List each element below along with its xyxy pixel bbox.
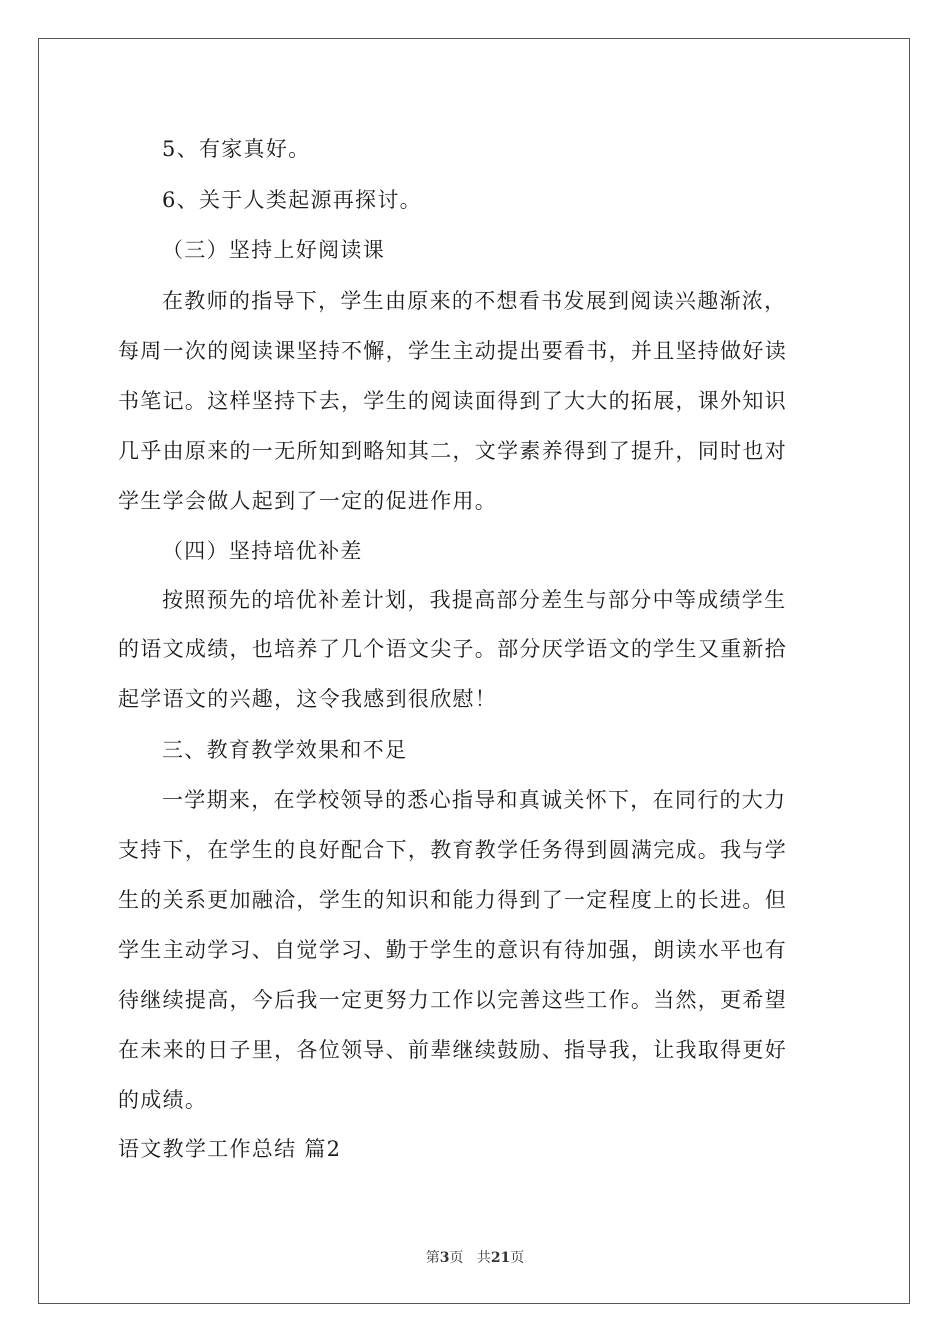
paragraph-line: 在教师的指导下，学生由原来的不想看书发展到阅读兴趣渐浓， (162, 289, 787, 313)
list-item-5: 5、有家真好。 (162, 137, 311, 161)
paragraph-line: 学生学会做人起到了一定的促进作用。 (118, 489, 498, 513)
footer-total-prefix: 共 (476, 1250, 491, 1266)
total-pages-number: 21 (490, 1250, 511, 1266)
paragraph-line: 的成绩。 (118, 1088, 208, 1112)
paragraph-line: 的语文成绩，也培养了几个语文尖子。部分厌学语文的学生又重新拾 (118, 637, 787, 661)
page-footer (0, 1247, 950, 1267)
section-heading-3: （三）坚持上好阅读课 (162, 238, 385, 262)
paragraph-line: 支持下，在学生的良好配合下，教育教学任务得到圆满完成。我与学 (118, 838, 787, 862)
section-heading-4: （四）坚持培优补差 (162, 539, 363, 563)
paragraph-line: 几乎由原来的一无所知到略知其二，文学素养得到了提升，同时也对 (118, 439, 787, 463)
paragraph-line: 书笔记。这样坚持下去，学生的阅读面得到了大大的拓展，课外知识 (118, 389, 787, 413)
list-item-6: 6、关于人类起源再探讨。 (162, 188, 422, 212)
footer-prefix: 第 (425, 1250, 440, 1266)
footer-total-unit: 页 (510, 1250, 525, 1266)
paragraph-line: 按照预先的培优补差计划，我提高部分差生与部分中等成绩学生 (162, 588, 787, 612)
paragraph-line: 待继续提高，今后我一定更努力工作以完善这些工作。当然，更希望 (118, 988, 787, 1012)
paragraph-line: 学生主动学习、自觉学习、勤于学生的意识有待加强，朗读水平也有 (118, 938, 787, 962)
paragraph-line: 每周一次的阅读课坚持不懈，学生主动提出要看书，并且坚持做好读 (118, 339, 787, 363)
paragraph-line: 一学期来，在学校领导的悉心指导和真诚关怀下，在同行的大力 (162, 788, 787, 812)
footer-page-unit: 页 (449, 1250, 464, 1266)
document-title: 语文教学工作总结 篇2 (118, 1137, 342, 1161)
paragraph-line: 起学语文的兴趣，这令我感到很欣慰！ (118, 687, 498, 711)
paragraph-line: 在未来的日子里，各位领导、前辈继续鼓励、指导我，让我取得更好 (118, 1038, 787, 1062)
section-heading-three: 三、教育教学效果和不足 (162, 738, 408, 762)
paragraph-line: 生的关系更加融洽，学生的知识和能力得到了一定程度上的长进。但 (118, 888, 787, 912)
current-page-number: 3 (439, 1250, 450, 1266)
